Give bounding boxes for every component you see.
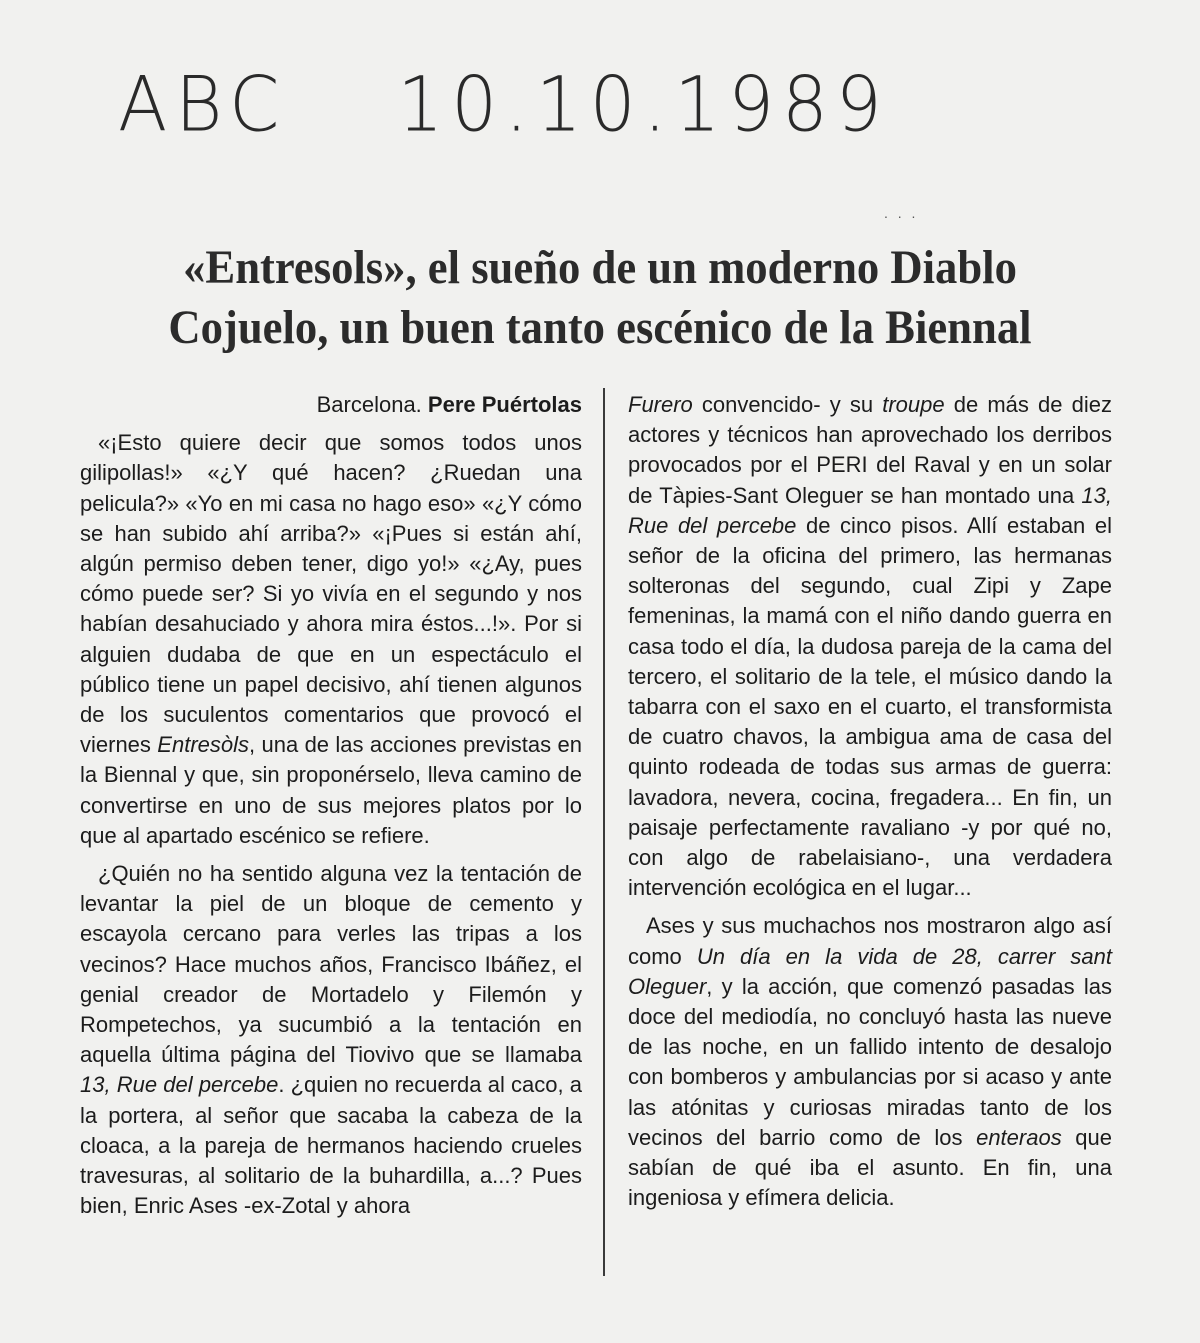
italic-run: troupe [882, 392, 945, 417]
text-run: de más de diez actores y técnicos han aprovechado los derribos provocados por el PERI del Raval y en un solar de Tàpies-Sant Oleguer se han montado una [628, 392, 1112, 508]
headline-line-1: «Entresols», el sueño de un moderno Diablo [183, 241, 1017, 294]
byline [80, 390, 582, 420]
italic-run: Entresòls [157, 732, 250, 758]
headline-line-2: Cojuelo, un buen tanto escénico de la Biennal [168, 301, 1032, 354]
headline [135, 238, 1065, 358]
text-run: Ases y sus muchachos nos mostraron algo así como [628, 913, 1112, 969]
italic-run: Furero [628, 392, 693, 417]
byline-author: Pere Puértolas [427, 392, 582, 417]
handwritten-date: 10.10.1989 [397, 59, 890, 149]
handwritten-source-note [118, 60, 890, 148]
handwritten-publication: ABC [118, 59, 288, 149]
text-run: de cinco pisos. Allí estaban el señor de la oficina del primero, las hermanas solteronas del segundo, cual Zipi y Zape femeninas, la mamá con el niño dando guerra en casa todo el día, la dudosa pareja de la cama del tercero, el solitario de la tele, el músico dando la tabarra con el saxo en el cuarto, el transformista de cuatro chavos, la ambigua ama de casa del quinto rodeada de todas sus armas de guerra: lavadora, nevera, cocina, fregadera... En fin, un paisaje perfectamente ravaliano -y por qué no, con algo de rabelaisiano-, una verdadera intervención ecológica en el lugar... [628, 512, 1112, 901]
italic-run: enteraos [976, 1124, 1062, 1150]
italic-run: 13, Rue del percebe [628, 482, 1112, 538]
left-paragraph-2 [80, 859, 582, 1221]
decorative-dots: . . . [884, 205, 919, 221]
text-run: , una de las acciones previstas en la Biennal y que, sin proponérselo, lleva camino de convertirse en uno de sus mejores platos por lo que al apartado escénico se refiere. [80, 732, 582, 848]
right-paragraph-1 [628, 390, 1112, 903]
italic-run: 13, Rue del percebe [80, 1072, 279, 1098]
italic-run: Un día en la vida de 28, carrer sant Oleguer [628, 943, 1112, 999]
text-run: convencido- y su [692, 392, 883, 417]
text-run: ¿Quién no ha sentido alguna vez la tentación de levantar la piel de un bloque de cemento y escayola cercano para verles las tripas a los vecinos? Hace muchos años, Francisco Ibáñez, el genial creador de Mortadelo y Filemón y Rompetechos, ya sucumbió a la tentación en aquella última página del Tiovivo que se llamaba [80, 861, 582, 1068]
text-run: , y la acción, que comenzó pasadas las doce del mediodía, no concluyó hasta las nueve de las noche, en un fallido intento de desalojo con bomberos y ambulancias por si acaso y ante las atónitas y curiosas miradas tanto de los vecinos del barrio como de los [628, 973, 1112, 1150]
text-run: «¡Esto quiere decir que somos todos unos gilipollas!» «¿Y qué hacen? ¿Ruedan una pelicula?» «Yo en mi casa no hago eso» «¿Y cómo se han subido ahí arriba?» «¡Pues si están ahí, algún permiso deben tener, digo yo!» «¿Ay, pues cómo puede ser? Si yo vivía en el segundo y nos habían desahuciado y ahora mira éstos...!». Por si alguien dudaba de que en un espectáculo el público tiene un papel decisivo, ahí tienen algunos de los suculentos comentarios que provocó el viernes [80, 430, 582, 758]
byline-place: Barcelona. [316, 392, 422, 417]
right-column [628, 390, 1112, 1213]
text-run: que sabían de qué iba el asunto. En fin, una ingeniosa y efímera delicia. [628, 1124, 1112, 1211]
text-run: . ¿quien no recuerda al caco, a la portera, al señor que sacaba la cabeza de la cloaca, a la pareja de hermanos haciendo crueles travesuras, al solitario de la buhardilla, a...? Pues bien, Enric Ases -ex-Zotal y ahora [80, 1072, 582, 1219]
right-paragraph-2 [628, 911, 1112, 1213]
column-divider [603, 388, 605, 1276]
left-paragraph-1 [80, 428, 582, 851]
left-column [80, 390, 582, 1221]
